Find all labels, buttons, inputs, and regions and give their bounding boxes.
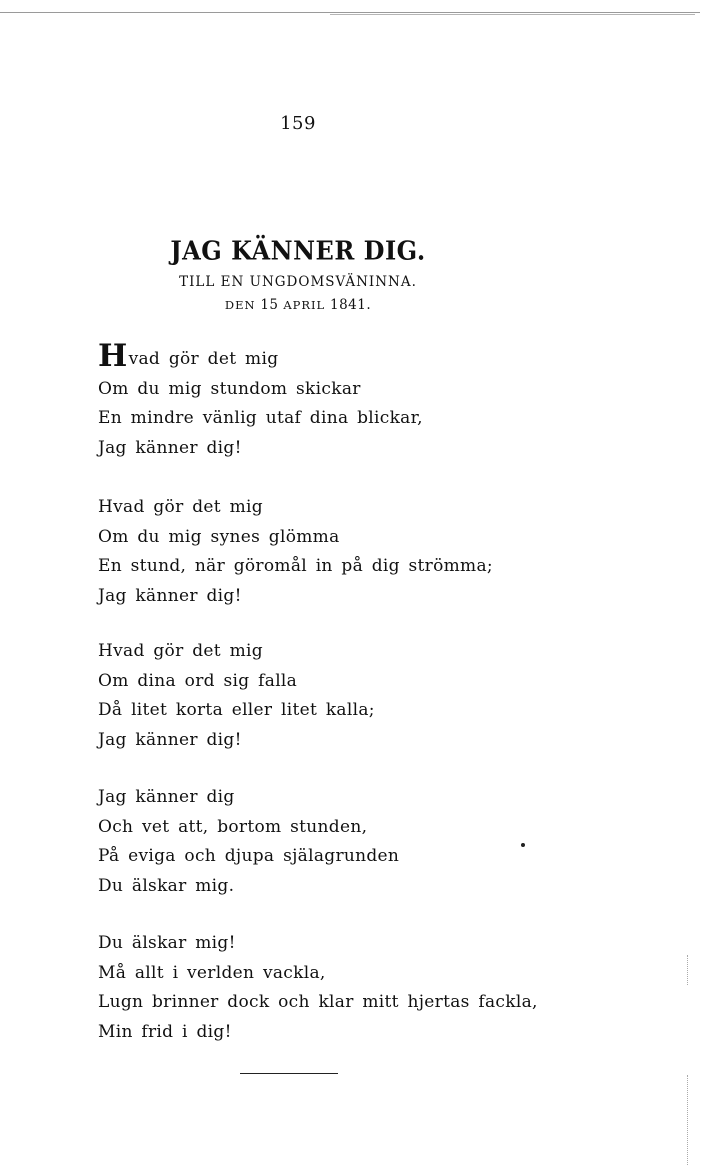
date-year: 1841. xyxy=(330,297,372,313)
date-day: 15 xyxy=(260,297,279,313)
poem-line: På eviga och djupa själagrunden xyxy=(98,846,400,866)
poem-line: Jag känner dig! xyxy=(98,437,242,458)
poem-dedication: TILL EN UNGDOMSVÄNINNA. xyxy=(179,274,417,290)
poem-line xyxy=(98,338,578,375)
scan-top-border xyxy=(0,12,700,13)
drop-cap: H xyxy=(98,338,128,374)
poem-line: Hvad gör det mig xyxy=(98,641,263,661)
poem-line: Lugn brinner dock och klar mitt hjertas fackla, xyxy=(98,992,538,1012)
poem-line: Om dina ord sig falla xyxy=(98,670,298,691)
poem-line: Jag känner dig! xyxy=(98,585,242,606)
poem-line: Min frid i dig! xyxy=(98,1021,232,1042)
stanza-5 xyxy=(98,929,578,1047)
poem-line: Då litet korta eller litet kalla; xyxy=(98,700,375,720)
poem-line: Hvad gör det mig xyxy=(98,497,263,517)
stanza-2 xyxy=(98,493,578,611)
stanza-3 xyxy=(98,637,578,755)
poem-line: En stund, när göromål in på dig strömma; xyxy=(98,556,493,576)
first-line-text: vad gör det mig xyxy=(128,349,279,369)
ink-speck xyxy=(521,843,525,847)
poem-line: Du älskar mig! xyxy=(98,933,236,953)
poem-line: Och vet att, bortom stunden, xyxy=(98,816,368,837)
scan-edge-mark xyxy=(687,955,689,985)
poem-line: Om du mig synes glömma xyxy=(98,526,340,547)
poem-title: JAG KÄNNER DIG. xyxy=(170,234,426,267)
end-rule xyxy=(240,1073,338,1074)
scan-edge-mark xyxy=(687,1075,689,1165)
poem-line: Jag känner dig! xyxy=(98,729,242,750)
scan-top-border-secondary xyxy=(330,14,695,15)
poem-line: Jag känner dig xyxy=(98,787,235,807)
stanza-1 xyxy=(98,338,578,463)
stanza-4 xyxy=(98,783,578,901)
date-prefix: DEN xyxy=(224,298,256,312)
poem-line: En mindre vänlig utaf dina blickar, xyxy=(98,408,423,428)
poem-date xyxy=(0,297,596,313)
poem-line: Om du mig stundom skickar xyxy=(98,378,361,399)
page-number: 159 xyxy=(280,113,316,134)
poem-line: Må allt i verlden vackla, xyxy=(98,962,326,983)
poem-line: Du älskar mig. xyxy=(98,875,235,896)
date-month: APRIL xyxy=(283,298,326,312)
